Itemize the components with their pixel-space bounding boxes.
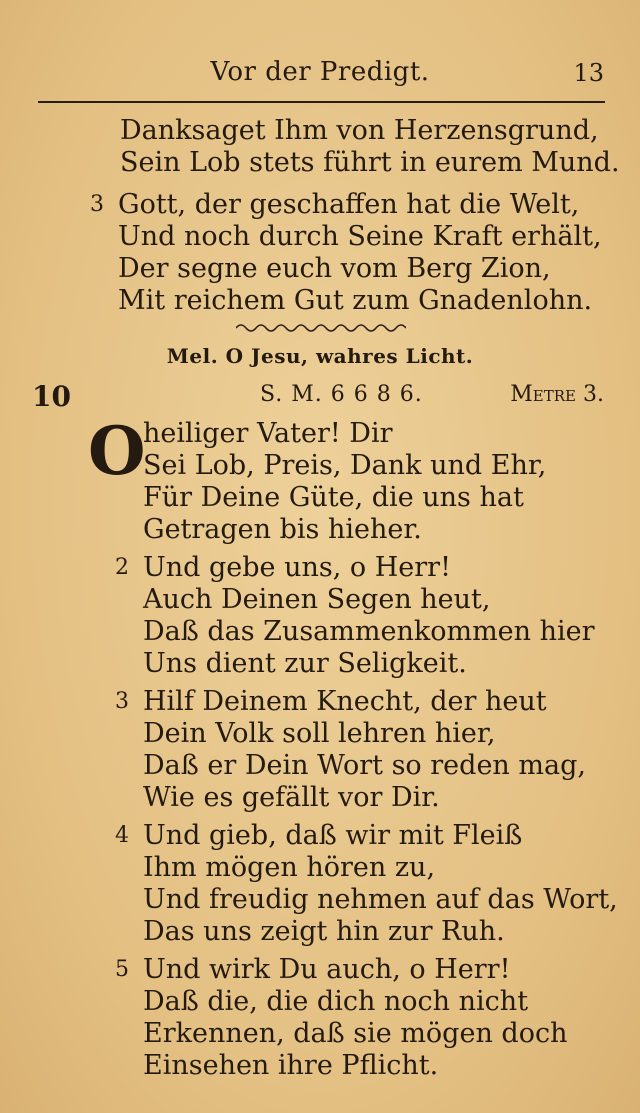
verse-number: 3 [90,192,104,217]
drop-cap: O [88,412,146,490]
verse-line: Und gebe uns, o Herr! [143,552,451,583]
verse-line: Wie es gefällt vor Dir. [143,782,440,813]
verse-line: Mit reichem Gut zum Gnadenlohn. [118,285,593,316]
verse-line: Daß die, die dich noch nicht [143,986,529,1017]
verse-line: Und noch durch Seine Kraft erhält, [118,221,602,252]
verse-line: Das uns zeigt hin zur Ruh. [143,916,505,947]
running-title: Vor der Predigt. [210,57,430,87]
verse-line: Dein Volk soll lehren hier, [143,718,496,749]
verse-number: 3 [115,689,129,714]
verse-line: Daß er Dein Wort so reden mag, [143,750,586,781]
verse-line: Der segne euch vom Berg Zion, [118,253,551,284]
verse-number: 2 [115,555,129,580]
header-rule [38,101,605,103]
verse-line: Einsehen ihre Pflicht. [143,1050,439,1081]
melody-line: Mel. O Jesu, wahres Licht. [166,344,474,368]
meter-code: S. M. 6 6 8 6. [260,382,423,407]
verse-line: Erkennen, daß sie mögen doch [143,1018,568,1049]
verse-number: 5 [115,957,129,982]
verse-line: Getragen bis hieher. [143,514,422,545]
verse-line: Daß das Zusammenkommen hier [143,616,595,647]
verse-line: heiliger Vater! Dir [143,418,393,449]
continued-line: Danksaget Ihm von Herzensgrund, [120,115,599,146]
verse-line: Für Deine Güte, die uns hat [143,482,524,513]
verse-line: Und gieb, daß wir mit Fleiß [143,820,523,851]
page-header [0,55,640,95]
page-number: 13 [573,59,604,87]
verse-line: Auch Deinen Segen heut, [143,584,491,615]
verse-line: Und freudig nehmen auf das Wort, [143,884,618,915]
verse-line: Gott, der geschaffen hat die Welt, [118,189,580,220]
wavy-divider [236,322,406,334]
verse-line: Hilf Deinem Knecht, der heut [143,686,547,717]
verse-line: Ihm mögen hören zu, [143,852,436,883]
continued-line: Sein Lob stets führt in eurem Mund. [120,147,620,178]
verse-line: Sei Lob, Preis, Dank und Ehr, [143,450,547,481]
verse-number: 4 [115,823,129,848]
hymn-number: 10 [32,380,71,413]
metre-label: Metre 3. [510,382,604,407]
verse-line: Und wirk Du auch, o Herr! [143,954,511,985]
verse-line: Uns dient zur Seligkeit. [143,648,467,679]
